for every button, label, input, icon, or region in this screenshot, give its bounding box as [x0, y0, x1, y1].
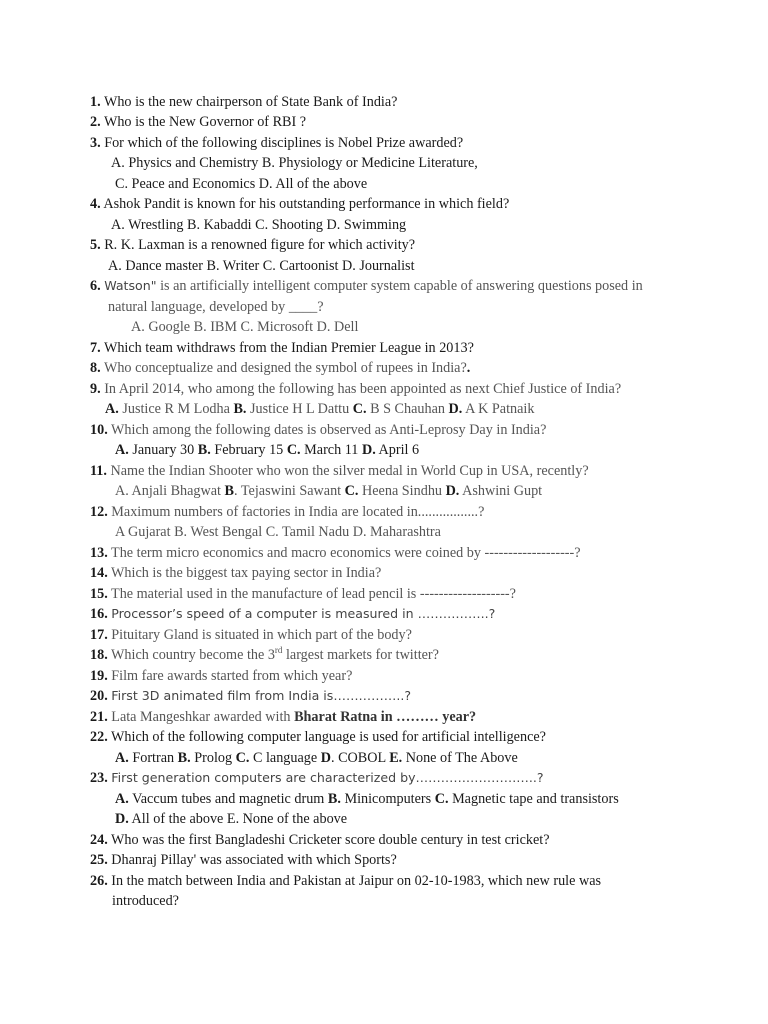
- option-text: Prolog: [190, 750, 236, 766]
- question-3-options-line-1: A. Physics and Chemistry B. Physiology or Medicine Literature,: [111, 155, 478, 171]
- question-number: 1.: [90, 94, 101, 110]
- option-text: . COBOL: [330, 750, 390, 766]
- question-number: 12.: [90, 504, 108, 520]
- question-number: 22.: [90, 729, 108, 745]
- question-24: [90, 831, 550, 849]
- question-18: [90, 646, 439, 665]
- question-number: 24.: [90, 832, 108, 848]
- option-text: Ashwini Gupt: [459, 483, 543, 499]
- question-text: In April 2014, who among the following has been appointed as next Chief Justice of India?: [104, 381, 622, 397]
- question-6: [90, 277, 643, 295]
- question-12-options: A Gujarat B. West Bengal C. Tamil Nadu D. Maharashtra: [115, 524, 441, 540]
- question-number: 21.: [90, 709, 108, 725]
- question-number: 13.: [90, 545, 108, 561]
- question-5: [90, 236, 415, 254]
- question-text: First generation computers are characterized by………………………..?: [111, 770, 544, 785]
- question-22-options: [115, 749, 518, 767]
- option-letter: D: [320, 750, 331, 766]
- question-22: [90, 728, 546, 746]
- question-7: [90, 339, 474, 357]
- question-14: [90, 564, 381, 582]
- question-text: The term micro economics and macro economics were coined by -------------------?: [111, 545, 581, 561]
- option-letter: C.: [434, 791, 449, 807]
- question-number: 2.: [90, 114, 101, 130]
- question-10-options: [115, 441, 419, 459]
- question-number: 6.: [90, 278, 101, 294]
- option-text: Justice H L Dattu: [246, 401, 353, 417]
- question-text: Which team withdraws from the Indian Premier League in 2013?: [103, 340, 474, 356]
- question-text: Film fare awards started from which year?: [111, 668, 353, 684]
- question-8: [90, 359, 470, 377]
- question-number: 20.: [90, 688, 108, 704]
- option-letter: E.: [389, 750, 403, 766]
- question-text-bold: Bharat Ratna in ……… year?: [294, 709, 477, 725]
- option-text: Heena Sindhu: [358, 483, 446, 499]
- question-number: 26.: [90, 873, 108, 889]
- question-23-options-line-2: [115, 810, 347, 828]
- question-9-options: [105, 400, 534, 418]
- question-number: 23.: [90, 770, 108, 786]
- question-number: 9.: [90, 381, 101, 397]
- question-text: largest markets for twitter?: [282, 647, 439, 663]
- question-text: is an artificially intelligent computer system capable of answering questions posed in: [156, 278, 643, 294]
- question-10: [90, 421, 546, 439]
- question-number: 5.: [90, 237, 101, 253]
- question-2: [90, 113, 306, 131]
- question-number: 25.: [90, 852, 108, 868]
- question-text: Maximum numbers of factories in India are located in.................?: [111, 504, 485, 520]
- question-text: First 3D animated film from India is……………..?: [111, 688, 412, 703]
- question-25: [90, 851, 397, 869]
- question-number: 18.: [90, 647, 108, 663]
- question-17: [90, 626, 412, 644]
- question-3: [90, 134, 463, 152]
- question-text: Ashok Pandit is known for his outstanding performance in which field?: [103, 196, 510, 212]
- option-letter: D.: [445, 483, 460, 499]
- question-text: Who is the New Governor of RBI ?: [103, 114, 307, 130]
- question-11: [90, 462, 589, 480]
- superscript: rd: [274, 645, 283, 655]
- question-20: [90, 687, 411, 705]
- question-3-options-line-2: C. Peace and Economics D. All of the above: [115, 176, 368, 192]
- option-letter: B.: [233, 401, 247, 417]
- option-letter: A.: [115, 791, 129, 807]
- question-text: Who conceptualize and designed the symbol of rupees in India?: [103, 360, 467, 376]
- option-letter: B.: [177, 750, 191, 766]
- question-text-sans: Watson": [104, 278, 157, 293]
- question-text: Who was the first Bangladeshi Cricketer score double century in test cricket?: [111, 832, 550, 848]
- option-letter: A.: [115, 750, 129, 766]
- question-23: [90, 769, 544, 787]
- question-6-options: A. Google B. IBM C. Microsoft D. Dell: [131, 319, 359, 335]
- option-letter: C.: [286, 442, 301, 458]
- question-text: Which is the biggest tax paying sector in India?: [111, 565, 382, 581]
- question-15: [90, 585, 516, 603]
- question-tail: .: [466, 360, 471, 376]
- option-text: Minicomputers: [340, 791, 435, 807]
- option-text: April 6: [375, 442, 420, 458]
- question-text: Dhanraj Pillay' was associated with which Sports?: [111, 852, 397, 868]
- option-text: January 30: [128, 442, 198, 458]
- question-text: Which of the following computer language is used for artificial intelligence?: [111, 729, 546, 745]
- question-number: 11.: [90, 463, 107, 479]
- question-12: [90, 503, 484, 521]
- question-26-line-2: introduced?: [112, 893, 179, 909]
- option-text: Fortran: [128, 750, 178, 766]
- option-letter: A.: [105, 401, 119, 417]
- question-23-options-line-1: [115, 790, 619, 808]
- question-21: [90, 708, 476, 726]
- question-number: 14.: [90, 565, 108, 581]
- question-text: Lata Mangeshkar awarded with: [111, 709, 295, 725]
- option-text: A K Patnaik: [462, 401, 535, 417]
- question-26: [90, 872, 601, 890]
- question-19: [90, 667, 352, 685]
- question-4: [90, 195, 509, 213]
- question-6-line-2: natural language, developed by ____?: [108, 299, 324, 315]
- question-text: Which country become the 3: [111, 647, 275, 663]
- question-16: [90, 605, 495, 623]
- option-text: Vaccum tubes and magnetic drum: [128, 791, 328, 807]
- option-text: A. Anjali Bhagwat: [115, 483, 225, 499]
- question-9: [90, 380, 621, 398]
- question-number: 15.: [90, 586, 108, 602]
- question-number: 10.: [90, 422, 108, 438]
- option-text: C language: [249, 750, 321, 766]
- option-letter: D.: [361, 442, 376, 458]
- option-text: B S Chauhan: [366, 401, 449, 417]
- option-text: . Tejaswini Sawant: [234, 483, 345, 499]
- question-text: Who is the new chairperson of State Bank of India?: [103, 94, 398, 110]
- option-text: February 15: [210, 442, 287, 458]
- option-text: None of The Above: [402, 750, 518, 766]
- question-text: The material used in the manufacture of lead pencil is -------------------?: [111, 586, 516, 602]
- option-letter: C.: [352, 401, 367, 417]
- question-11-options: [115, 482, 542, 500]
- option-letter: A.: [115, 442, 129, 458]
- question-5-options: A. Dance master B. Writer C. Cartoonist D. Journalist: [108, 258, 415, 274]
- question-number: 7.: [90, 340, 101, 356]
- option-letter: B.: [327, 791, 341, 807]
- option-letter: B.: [197, 442, 211, 458]
- question-13: [90, 544, 581, 562]
- question-1: [90, 93, 397, 111]
- question-number: 3.: [90, 135, 101, 151]
- question-number: 19.: [90, 668, 108, 684]
- question-text: Processor’s speed of a computer is measured in ……………..?: [111, 606, 496, 621]
- option-letter: C.: [344, 483, 359, 499]
- option-text: March 11: [300, 442, 362, 458]
- option-text: Magnetic tape and transistors: [448, 791, 619, 807]
- option-text: Justice R M Lodha: [118, 401, 234, 417]
- question-number: 8.: [90, 360, 101, 376]
- option-letter: D.: [448, 401, 463, 417]
- question-text: Which among the following dates is observed as Anti-Leprosy Day in India?: [111, 422, 547, 438]
- question-4-options: A. Wrestling B. Kabaddi C. Shooting D. Swimming: [111, 217, 407, 233]
- question-number: 16.: [90, 606, 108, 622]
- question-text: Name the Indian Shooter who won the silver medal in World Cup in USA, recently?: [110, 463, 589, 479]
- option-text: All of the above E. None of the above: [128, 811, 348, 827]
- question-text: For which of the following disciplines is Nobel Prize awarded?: [104, 135, 464, 151]
- option-letter: C.: [235, 750, 250, 766]
- option-letter: B: [224, 483, 235, 499]
- question-text: In the match between India and Pakistan at Jaipur on 02-10-1983, which new rule was: [111, 873, 602, 889]
- question-number: 4.: [90, 196, 101, 212]
- question-number: 17.: [90, 627, 108, 643]
- question-text: Pituitary Gland is situated in which part of the body?: [111, 627, 412, 643]
- question-text: R. K. Laxman is a renowned figure for which activity?: [104, 237, 416, 253]
- option-letter: D.: [115, 811, 129, 827]
